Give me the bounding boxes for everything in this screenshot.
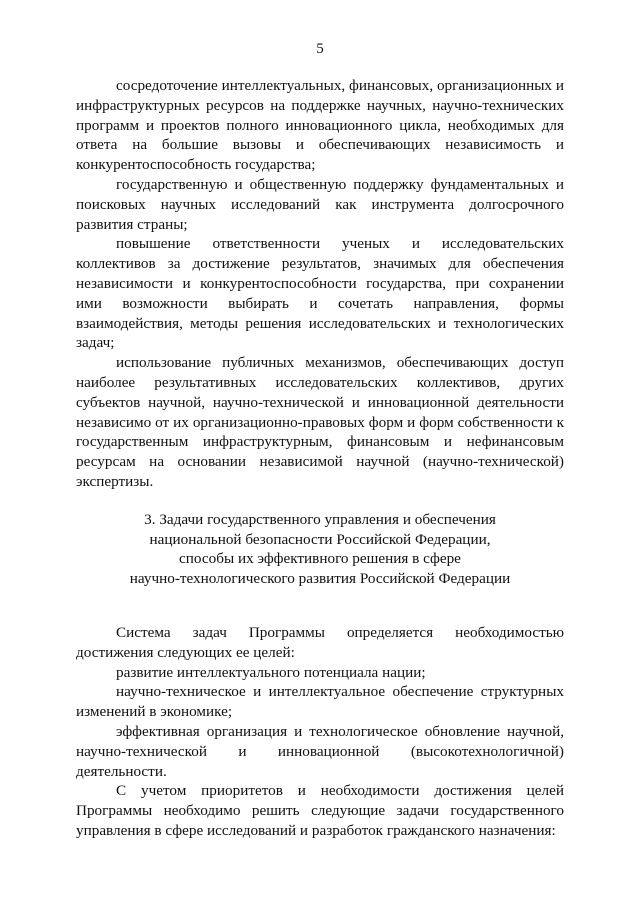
paragraph: Система задач Программы определяется необходимостью достижения следующих ее целей: (76, 623, 564, 661)
paragraph: использование публичных механизмов, обеспечивающих доступ наиболее результативных исследовательских коллективов, других субъектов научной, научно-технической и инновационной деятельности независимо от их организационно-правовых форм и форм собственности к государственным инфраструктурным, финансовым и нефинансовым ресурсам на основании независимой научной (научно-технической) экспертизы. (76, 354, 564, 490)
section-heading-line: национальной безопасности Российской Федерации, (149, 530, 491, 548)
section-heading-line: 3. Задачи государственного управления и обеспечения (144, 510, 496, 528)
paragraph: повышение ответственности ученых и исследовательских коллективов за достижение результатов, значимых для обеспечения независимости и конкурентоспособности государства, при сохранении ими возможности выбирать и сочетать направления, формы взаимодействия, методы решения исследовательских и технологических задач; (76, 235, 564, 352)
page-number: 5 (316, 41, 324, 57)
paragraph: развитие интеллектуального потенциала нации; (116, 663, 426, 681)
document-body (76, 76, 564, 841)
paragraph: государственную и общественную поддержку фундаментальных и поисковых научных исследований как инструмента долгосрочного развития страны; (76, 175, 564, 233)
paragraph: С учетом приоритетов и необходимости достижения целей Программы необходимо решить следующие задачи государственного управления в сфере исследований и разработок гражданского назначения: (76, 782, 564, 839)
section-heading-line: способы их эффективного решения в сфере (179, 550, 461, 568)
paragraph: научно-техническое и интеллектуальное обеспечение структурных изменений в экономике; (76, 683, 564, 721)
section-heading (76, 510, 564, 589)
paragraph: эффективная организация и технологическое обновление научной, научно-технической и инновационной (высокотехнологичной) деятельности. (76, 722, 564, 780)
section-heading-line: научно-технологического развития Российской Федерации (129, 570, 511, 588)
paragraph: сосредоточение интеллектуальных, финансовых, организационных и инфраструктурных ресурсов на поддержке научных, научно-технических программ и проектов полного инновационного цикла, необходимых для ответа на большие вызовы и обеспечивающих независимость и конкурентоспособность государства; (76, 77, 564, 174)
